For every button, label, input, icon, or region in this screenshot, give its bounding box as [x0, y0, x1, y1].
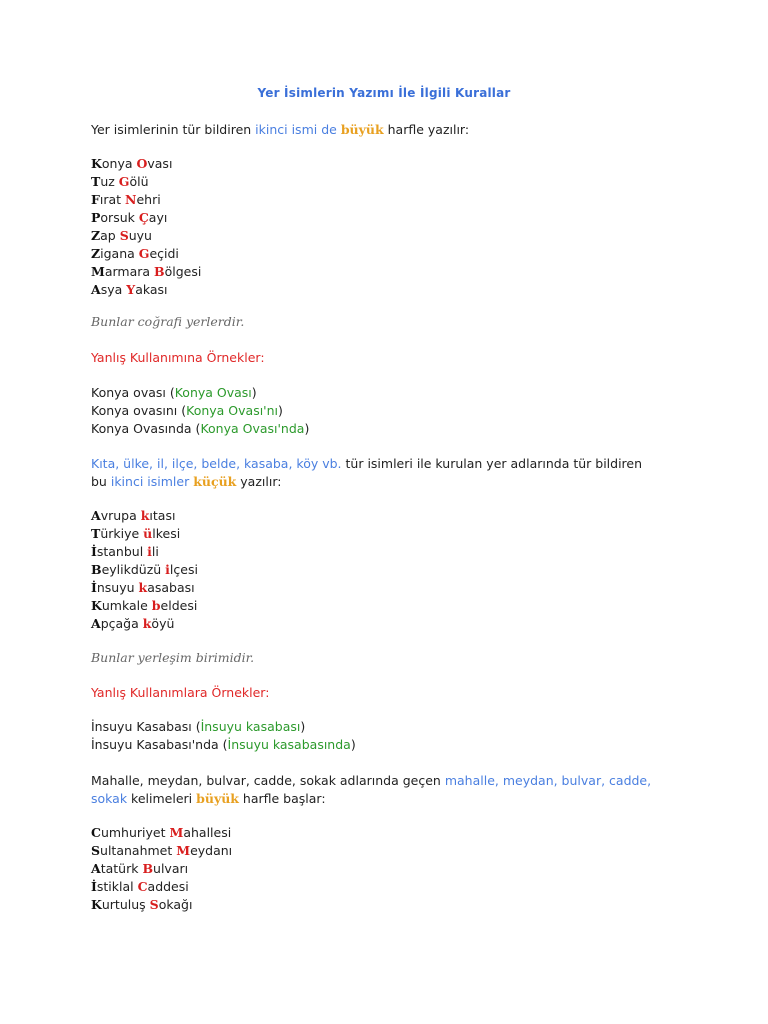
list-item [91, 155, 172, 173]
correct-form: İnsuyu kasabası [200, 719, 301, 734]
list-item-part: B [91, 562, 102, 577]
list-item [91, 824, 231, 842]
list-item-part: igana [100, 246, 139, 261]
correct-form: İnsuyu kasabasında [227, 737, 351, 752]
intro-emphasis: küçük [193, 474, 237, 489]
list-item-part: sya [100, 282, 127, 297]
list-item-part: b [151, 598, 161, 613]
list-item-part: vrupa [100, 508, 141, 523]
example-text: İnsuyu Kasabası'nda ( [91, 737, 228, 752]
intro-highlight: ikinci isimler [110, 474, 190, 489]
list-item-part: A [91, 616, 101, 631]
list-item-part: ölgesi [164, 264, 202, 279]
example-text: Konya Ovasında ( [91, 421, 201, 436]
section2-note: Bunlar yerleşim birimidir. [91, 650, 255, 665]
list-item [91, 227, 152, 245]
wrong-example [91, 420, 309, 438]
list-item [91, 191, 161, 209]
list-item-part: nsuyu [96, 580, 139, 595]
list-item-part: İ [91, 580, 97, 595]
list-item-part: C [91, 825, 101, 840]
list-item-part: lkesi [152, 526, 181, 541]
list-item-part: ölü [129, 174, 149, 189]
list-item-part: A [91, 861, 101, 876]
intro-highlight: Kıta, ülke, il, ilçe, belde, kasaba, köy vb. [91, 456, 342, 471]
intro-highlight: ikinci ismi de [255, 122, 337, 137]
example-text: Konya ovası ( [91, 385, 175, 400]
list-item [91, 543, 159, 561]
list-item-part: G [138, 246, 150, 261]
list-item-part: Y [126, 282, 136, 297]
list-item-part: M [91, 264, 105, 279]
example-text: ) [251, 385, 257, 400]
section2-intro-line2 [91, 473, 281, 491]
list-item-part: K [91, 598, 102, 613]
correct-form: Konya Ovası [174, 385, 252, 400]
wrong-example [91, 384, 257, 402]
list-item-part: okağı [158, 897, 193, 912]
list-item-part: B [142, 861, 154, 876]
list-item-part: P [91, 210, 101, 225]
list-item [91, 281, 168, 299]
list-item [91, 245, 179, 263]
correct-form: Konya Ovası'nı [186, 403, 279, 418]
list-item-part: ultanahmet [100, 843, 177, 858]
list-item-part: ü [143, 526, 153, 541]
list-item-part: ap [100, 228, 120, 243]
list-item-part: k [140, 508, 150, 523]
list-item-part: umhuriyet [100, 825, 170, 840]
list-item-part: K [91, 897, 102, 912]
example-text: ) [304, 421, 310, 436]
list-item-part: N [125, 192, 137, 207]
list-item [91, 615, 174, 633]
list-item-part: G [118, 174, 130, 189]
list-item [91, 896, 192, 914]
list-item [91, 561, 198, 579]
list-item-part: Z [91, 228, 101, 243]
wrong-example [91, 718, 305, 736]
list-item-part: onya [101, 156, 137, 171]
list-item [91, 597, 197, 615]
intro-highlight: sokak [91, 791, 128, 806]
list-item [91, 579, 195, 597]
list-item-part: S [91, 843, 101, 858]
intro-text: harfle yazılır: [383, 122, 470, 137]
section3-intro-line1 [91, 772, 651, 790]
list-item-part: O [136, 156, 148, 171]
intro-emphasis: büyük [196, 791, 239, 806]
section2-intro-line1 [91, 455, 642, 473]
list-item-part: addesi [147, 879, 189, 894]
list-item-part: ürkiye [100, 526, 144, 541]
list-item-part: Ç [138, 210, 149, 225]
list-item-part: İ [91, 879, 97, 894]
intro-text: yazılır: [236, 474, 282, 489]
list-item-part: T [91, 526, 101, 541]
list-item-part: M [169, 825, 184, 840]
list-item-part: ıtası [149, 508, 176, 523]
list-item [91, 860, 188, 878]
list-item [91, 173, 149, 191]
intro-text: bu [91, 474, 111, 489]
list-item-part: umkale [101, 598, 152, 613]
list-item [91, 878, 189, 896]
list-item-part: ahallesi [183, 825, 232, 840]
list-item-part: T [91, 174, 101, 189]
list-item-part: ehri [136, 192, 161, 207]
wrong-example [91, 736, 356, 754]
section3-intro-line2 [91, 790, 326, 808]
list-item-part: stiklal [96, 879, 138, 894]
list-item-part: M [176, 843, 191, 858]
intro-text: tür isimleri ile kurulan yer adlarında tür bildiren [341, 456, 643, 471]
list-item-part: urtuluş [101, 897, 150, 912]
intro-highlight: mahalle, meydan, bulvar, cadde, [444, 773, 652, 788]
list-item-part: pçağa [100, 616, 143, 631]
intro-emphasis: büyük [340, 122, 384, 137]
list-item-part: A [91, 282, 101, 297]
list-item [91, 263, 201, 281]
section1-intro [91, 121, 469, 139]
list-item-part: C [137, 879, 148, 894]
list-item-part: vası [147, 156, 173, 171]
intro-text: harfle başlar: [238, 791, 326, 806]
list-item-part: B [154, 264, 165, 279]
list-item-part: K [91, 156, 102, 171]
list-item-part: eçidi [149, 246, 179, 261]
list-item-part: k [142, 616, 152, 631]
list-item-part: eydanı [190, 843, 233, 858]
list-item-part: li [151, 544, 159, 559]
list-item-part: F [91, 192, 100, 207]
list-item-part: orsuk [100, 210, 139, 225]
list-item-part: lçesi [169, 562, 198, 577]
list-item-part: i [165, 562, 170, 577]
list-item-part: İ [91, 544, 97, 559]
section1-wrong-heading: Yanlış Kullanımına Örnekler: [91, 350, 265, 365]
list-item-part: asabası [147, 580, 195, 595]
list-item-part: akası [135, 282, 168, 297]
list-item-part: eylikdüzü [101, 562, 166, 577]
list-item [91, 525, 180, 543]
section2-wrong-heading: Yanlış Kullanımlara Örnekler: [91, 685, 270, 700]
list-item [91, 842, 232, 860]
list-item-part: stanbul [96, 544, 148, 559]
list-item [91, 209, 167, 227]
intro-text: Yer isimlerinin tür bildiren [91, 122, 256, 137]
list-item-part: öyü [151, 616, 175, 631]
wrong-example [91, 402, 283, 420]
example-text: Konya ovasını ( [91, 403, 187, 418]
example-text: ) [350, 737, 356, 752]
list-item-part: uyu [128, 228, 152, 243]
list-item-part: i [147, 544, 152, 559]
list-item-part: S [119, 228, 129, 243]
list-item-part: eldesi [160, 598, 198, 613]
section1-note: Bunlar coğrafi yerlerdir. [91, 314, 245, 329]
list-item-part: ulvarı [153, 861, 189, 876]
list-item [91, 507, 175, 525]
example-text: İnsuyu Kasabası ( [91, 719, 201, 734]
example-text: ) [278, 403, 283, 418]
list-item-part: tatürk [100, 861, 143, 876]
list-item-part: S [149, 897, 159, 912]
list-item-part: armara [104, 264, 155, 279]
intro-text: kelimeleri [127, 791, 197, 806]
list-item-part: uz [100, 174, 119, 189]
list-item-part: A [91, 508, 101, 523]
correct-form: Konya Ovası'nda [200, 421, 305, 436]
list-item-part: k [138, 580, 148, 595]
list-item-part: ayı [148, 210, 168, 225]
list-item-part: Z [91, 246, 101, 261]
intro-text: Mahalle, meydan, bulvar, cadde, sokak adlarında geçen [91, 773, 445, 788]
list-item-part: ırat [99, 192, 126, 207]
example-text: ) [300, 719, 306, 734]
page-title: Yer İsimlerin Yazımı İle İlgili Kurallar [257, 86, 511, 100]
